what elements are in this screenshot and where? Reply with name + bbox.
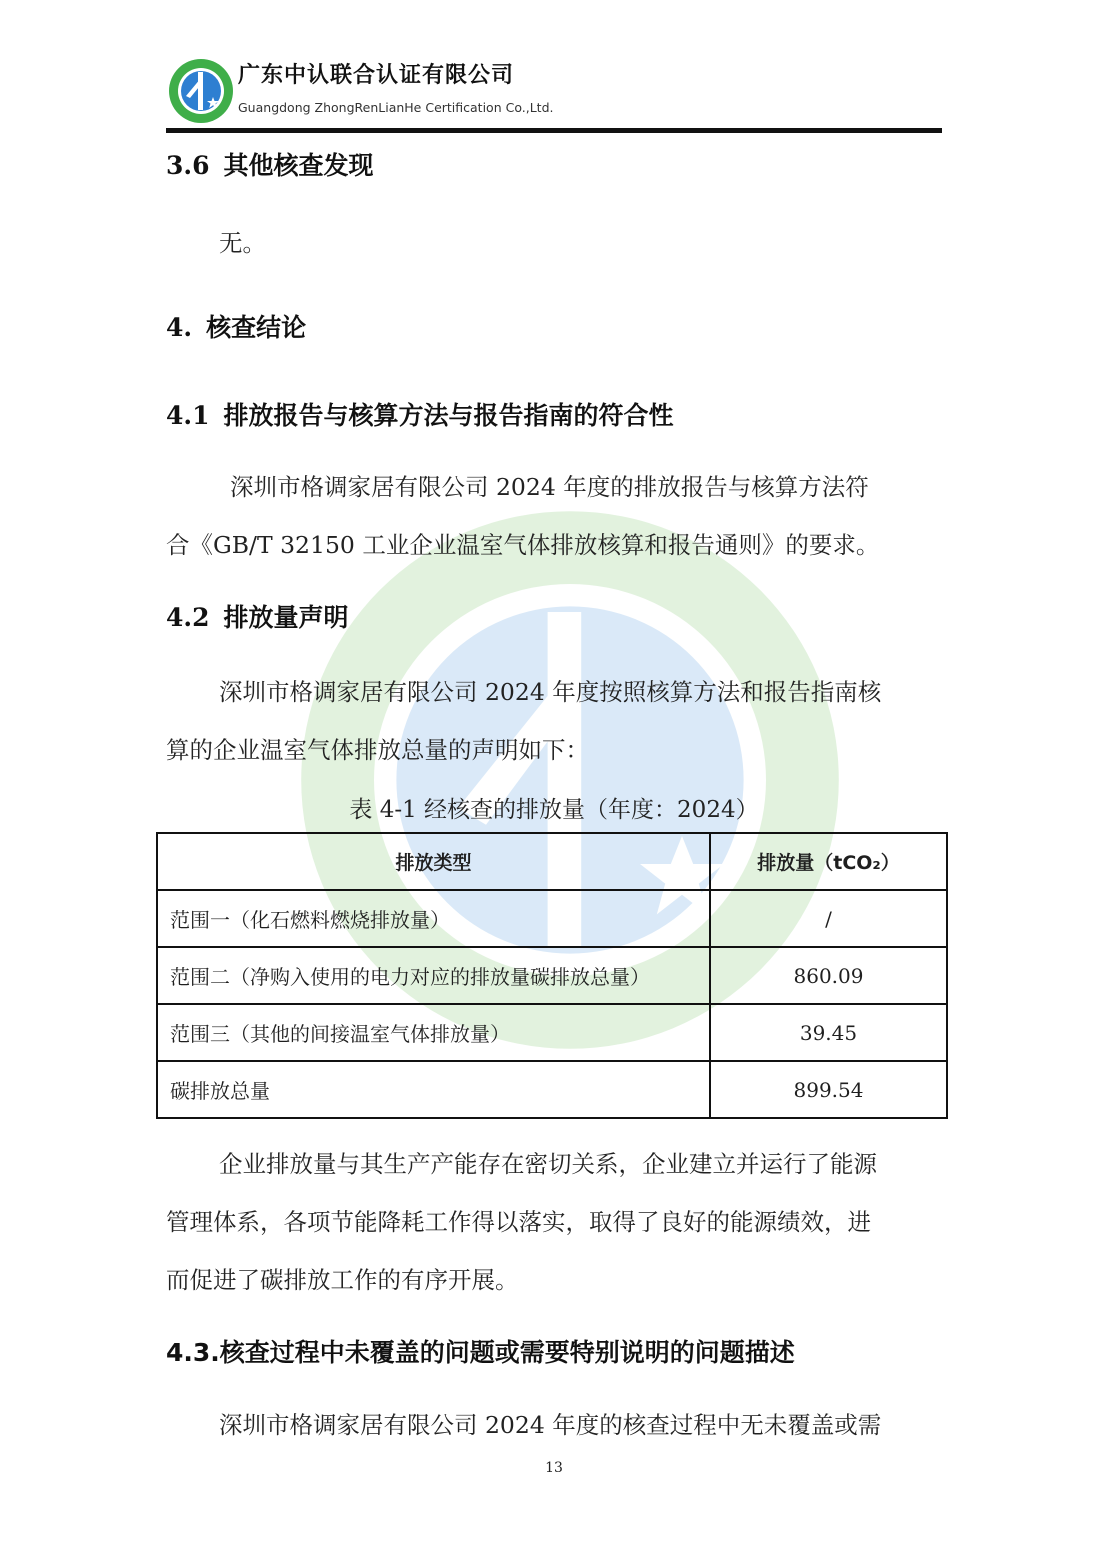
column-header: 排放类型 <box>157 833 710 890</box>
paragraph-line: 合《GB/T 32150 工业企业温室气体排放核算和报告通则》的要求。 <box>166 531 880 559</box>
heading-number: 3.6 <box>166 151 210 180</box>
page-header <box>166 56 942 132</box>
paragraph-line: 算的企业温室气体排放总量的声明如下： <box>166 736 589 764</box>
heading-4-2 <box>166 598 349 634</box>
heading-title: 其他核查发现 <box>223 151 374 180</box>
header-divider <box>166 128 942 133</box>
heading-title: 排放量声明 <box>223 603 349 632</box>
table-cell: 范围三（其他的间接温室气体排放量） <box>157 1004 710 1061</box>
heading-title: 核查结论 <box>206 313 307 342</box>
table-row <box>157 947 947 1004</box>
table-cell: 899.54 <box>710 1061 947 1118</box>
heading-number: 4.2 <box>166 603 210 632</box>
page-number: 13 <box>545 1460 563 1476</box>
table-header-row <box>157 833 947 890</box>
table-caption: 表 4-1 经核查的排放量（年度：2024） <box>349 797 759 823</box>
column-header: 排放量（tCO₂） <box>710 833 947 890</box>
table-cell: 范围一（化石燃料燃烧排放量） <box>157 890 710 947</box>
heading-4 <box>166 308 306 344</box>
emissions-table <box>156 832 948 1119</box>
table-cell: / <box>710 890 947 947</box>
heading-3-6 <box>166 146 374 182</box>
heading-title: 排放报告与核算方法与报告指南的符合性 <box>223 401 674 430</box>
paragraph-3-6: 无。 <box>219 229 266 257</box>
heading-number: 4. <box>166 313 193 342</box>
company-name-cn: 广东中认联合认证有限公司 <box>238 63 515 88</box>
paragraph-line: 而促进了碳排放工作的有序开展。 <box>166 1266 519 1294</box>
paragraph-line: 深圳市格调家居有限公司 2024 年度的核查过程中无未覆盖或需 <box>219 1411 882 1439</box>
paragraph-line: 管理体系，各项节能降耗工作得以落实，取得了良好的能源绩效，进 <box>166 1208 871 1236</box>
company-logo-icon <box>168 58 234 124</box>
heading-number: 4.1 <box>166 401 210 430</box>
table-row <box>157 1004 947 1061</box>
paragraph-line: 深圳市格调家居有限公司 2024 年度的排放报告与核算方法符 <box>230 473 869 501</box>
table-row <box>157 890 947 947</box>
company-name-en: Guangdong ZhongRenLianHe Certification Co.,Ltd. <box>238 100 554 115</box>
paragraph-line: 深圳市格调家居有限公司 2024 年度按照核算方法和报告指南核 <box>219 678 882 706</box>
table-cell: 860.09 <box>710 947 947 1004</box>
heading-4-1 <box>166 396 674 432</box>
table-cell: 范围二（净购入使用的电力对应的排放量碳排放总量） <box>157 947 710 1004</box>
table-row <box>157 1061 947 1118</box>
table-cell: 39.45 <box>710 1004 947 1061</box>
heading-4-3: 4.3.核查过程中未覆盖的问题或需要特别说明的问题描述 <box>166 1338 795 1367</box>
table-cell: 碳排放总量 <box>157 1061 710 1118</box>
paragraph-line: 企业排放量与其生产产能存在密切关系，企业建立并运行了能源 <box>219 1150 877 1178</box>
